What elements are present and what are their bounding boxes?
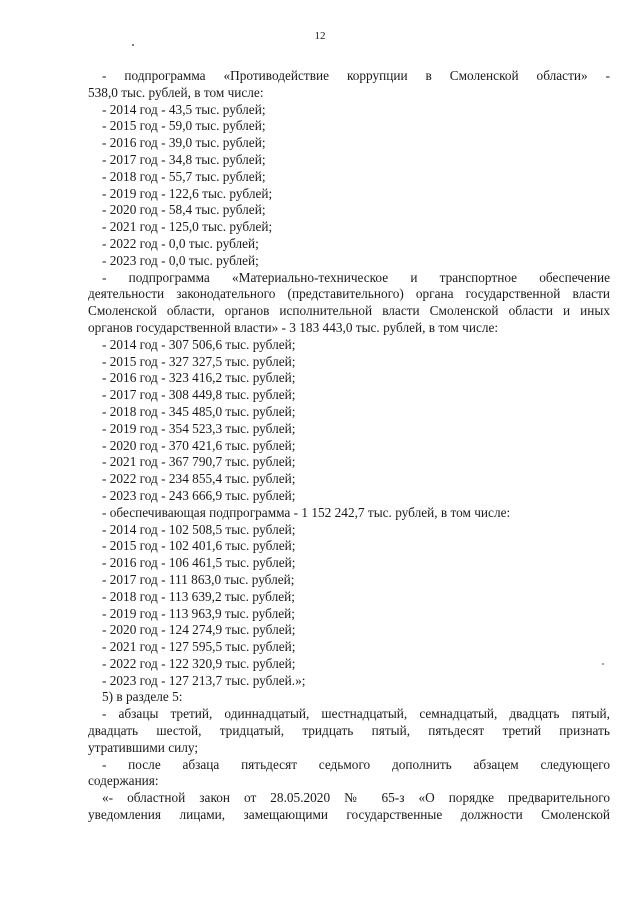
year-funding-line: - 2015 год - 327 327,5 тыс. рублей; <box>102 353 296 369</box>
section-5-paragraph-2-line: содержания: <box>88 773 159 789</box>
section-5-paragraph-1-line: двадцать шестой, тридцатый, тридцать пятый, пятьдесят третий признать <box>88 723 610 739</box>
document-body <box>88 68 610 824</box>
year-funding-line: - 2016 год - 323 416,2 тыс. рублей; <box>102 370 296 386</box>
year-funding-line: - 2018 год - 345 485,0 тыс. рублей; <box>102 403 296 419</box>
subprogram-logistics-line: - подпрограмма «Материально-техническое и транспортное обеспечение <box>102 269 610 285</box>
year-funding-line: - 2020 год - 124 274,9 тыс. рублей; <box>102 622 296 638</box>
year-funding-line: - 2018 год - 113 639,2 тыс. рублей; <box>102 588 295 604</box>
section-5-paragraph-3-line: уведомления лицами, замещающими государственные должности Смоленской <box>88 807 610 823</box>
section-5-paragraph-2-line: - после абзаца пятьдесят седьмого дополнить абзацем следующего <box>102 756 610 772</box>
year-funding-line: - 2019 год - 113 963,9 тыс. рублей; <box>102 605 295 621</box>
year-funding-line: - 2019 год - 354 523,3 тыс. рублей; <box>102 420 296 436</box>
year-funding-line: - 2022 год - 234 855,4 тыс. рублей; <box>102 471 296 487</box>
year-funding-line: - 2017 год - 34,8 тыс. рублей; <box>102 151 266 167</box>
year-funding-line: - 2023 год - 0,0 тыс. рублей; <box>102 252 259 268</box>
year-funding-line: - 2023 год - 127 213,7 тыс. рублей.»; <box>102 672 306 688</box>
year-funding-line: - 2014 год - 102 508,5 тыс. рублей; <box>102 521 296 537</box>
subprogram-logistics-years <box>88 337 610 505</box>
section-5-heading: 5) в разделе 5: <box>102 689 183 705</box>
year-funding-line: - 2016 год - 106 461,5 тыс. рублей; <box>102 555 296 571</box>
year-funding-line: - 2021 год - 127 595,5 тыс. рублей; <box>102 639 296 655</box>
subprogram-logistics-line: Смоленской области, органов исполнительной власти Смоленской области и иных <box>88 303 610 319</box>
year-funding-line: - 2020 год - 370 421,6 тыс. рублей; <box>102 437 296 453</box>
year-funding-line: - 2017 год - 308 449,8 тыс. рублей; <box>102 387 296 403</box>
year-funding-line: - 2021 год - 125,0 тыс. рублей; <box>102 219 273 235</box>
subprogram-anticorruption-total: 538,0 тыс. рублей, в том числе: <box>88 84 264 100</box>
year-funding-line: - 2016 год - 39,0 тыс. рублей; <box>102 135 266 151</box>
year-funding-line: - 2015 год - 59,0 тыс. рублей; <box>102 118 266 134</box>
subprogram-support-total: - обеспечивающая подпрограмма - 1 152 242,7 тыс. рублей, в том числе: <box>102 504 511 520</box>
scan-speck <box>132 44 134 46</box>
year-funding-line: - 2015 год - 102 401,6 тыс. рублей; <box>102 538 296 554</box>
year-funding-line: - 2020 год - 58,4 тыс. рублей; <box>102 202 266 218</box>
year-funding-line: - 2023 год - 243 666,9 тыс. рублей; <box>102 487 296 503</box>
year-funding-line: - 2019 год - 122,6 тыс. рублей; <box>102 185 273 201</box>
subprogram-anticorruption-years <box>88 102 610 270</box>
year-funding-line: - 2018 год - 55,7 тыс. рублей; <box>102 168 266 184</box>
year-funding-line: - 2017 год - 111 863,0 тыс. рублей; <box>102 571 295 587</box>
section-5-paragraph-3-line: «- областной закон от 28.05.2020 № 65-з «О порядке предварительного <box>102 790 610 806</box>
section-5-paragraph-1-line: - абзацы третий, одиннадцатый, шестнадцатый, семнадцатый, двадцать пятый, <box>102 706 610 722</box>
year-funding-line: - 2022 год - 122 320,9 тыс. рублей; <box>102 655 296 671</box>
year-funding-line: - 2022 год - 0,0 тыс. рублей; <box>102 235 259 251</box>
page-number: 12 <box>314 30 326 42</box>
year-funding-line: - 2021 год - 367 790,7 тыс. рублей; <box>102 454 296 470</box>
year-funding-line: - 2014 год - 307 506,6 тыс. рублей; <box>102 336 296 352</box>
year-funding-line: - 2014 год - 43,5 тыс. рублей; <box>102 101 266 117</box>
subprogram-logistics-line: деятельности законодательного (представительного) органа государственной власти <box>88 286 610 302</box>
section-5-paragraph-1-line: утратившими силу; <box>88 739 199 755</box>
subprogram-logistics-total: органов государственной власти» - 3 183 443,0 тыс. рублей, в том числе: <box>88 319 499 335</box>
subprogram-anticorruption-title: - подпрограмма «Противодействие коррупции в Смоленской области» - <box>102 68 610 83</box>
subprogram-support-years <box>88 522 610 690</box>
